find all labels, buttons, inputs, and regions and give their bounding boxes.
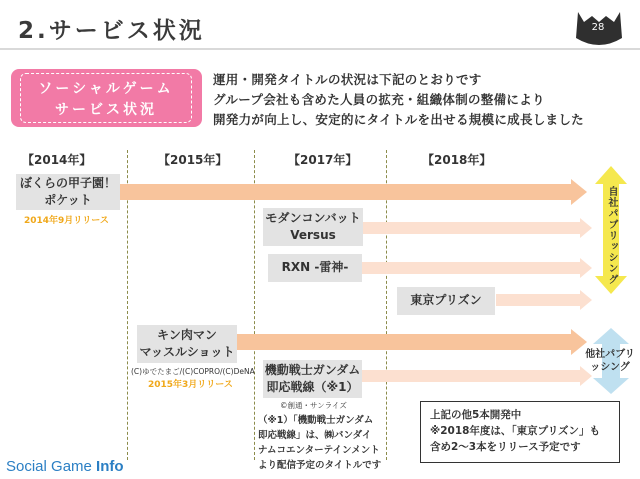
title-tokyo-prison xyxy=(397,287,495,315)
brand-watermark xyxy=(6,458,124,475)
title-modern-line-2: Versus xyxy=(290,228,336,242)
page-title: 2.サービス状況 xyxy=(18,18,205,44)
title-gundam-line-1: 機動戦士ガンダム xyxy=(264,362,361,377)
description-line-3: 開発力が向上し、安定的にタイトルを出せる規模に成長しました xyxy=(213,112,584,127)
gundam-copyright: ©創通・サンライズ xyxy=(280,401,347,410)
year-2018: 【2018年】 xyxy=(422,153,492,167)
footnote-line-2: 即応戦線」は、㈱バンダイ xyxy=(258,430,372,441)
title-koshien-line-2: ポケット xyxy=(44,193,92,207)
info-line-3: 含め2～3本をリリース予定です xyxy=(430,440,581,453)
arrow-head-icon xyxy=(571,179,587,205)
title-modern-combat xyxy=(263,208,363,246)
arrow-head-icon xyxy=(580,258,592,278)
title-koshien-line-1: ぼくらの甲子園！ xyxy=(19,175,116,190)
other-publishing-line-2: ッシング xyxy=(590,362,630,373)
title-rxn-label: RXN -雷神- xyxy=(281,260,349,275)
rxn-timeline-arrow xyxy=(362,262,582,274)
koshien-release-date: 2014年9月リリース xyxy=(24,216,109,226)
kinniku-copyright: (C)ゆでたまご/(C)COPRO/(C)DeNA xyxy=(131,367,255,376)
info-line-1: 上記の他5本開発中 xyxy=(430,409,522,421)
title-kinniku-line-2: マッスルショット xyxy=(139,345,235,359)
title-gundam xyxy=(263,360,362,398)
arrow-head-icon xyxy=(580,218,592,238)
brand-part-2: Info xyxy=(96,458,124,475)
title-modern-line-1: モダンコンバット xyxy=(265,210,361,225)
info-line-2: ※2018年度は、「東京プリズン」も xyxy=(430,424,601,437)
koshien-timeline-arrow xyxy=(120,184,572,200)
description-line-2: グループ会社も含めた人員の拡充・組織体制の整備により xyxy=(213,92,545,107)
kinniku-timeline-arrow xyxy=(236,334,572,350)
year-2017: 【2017年】 xyxy=(288,153,358,167)
description-line-1: 運用・開発タイトルの状況は下記のとおりです xyxy=(213,72,482,87)
title-gundam-line-2: 即応戦線（※1） xyxy=(266,380,359,394)
title-tokyo-label: 東京プリズン xyxy=(410,293,482,308)
page-number: 28 xyxy=(591,22,605,33)
title-rxn xyxy=(268,254,362,282)
tokyo-timeline-arrow xyxy=(496,294,582,306)
badge-line-1: ソーシャルゲーム xyxy=(38,81,174,97)
year-2014: 【2014年】 xyxy=(22,153,92,167)
gundam-timeline-arrow xyxy=(362,370,582,382)
info-box xyxy=(420,401,620,463)
title-koshien xyxy=(16,174,120,210)
other-publishing-label xyxy=(580,348,640,374)
year-2015: 【2015年】 xyxy=(158,153,228,167)
title-divider xyxy=(0,48,640,50)
brand-part-1: Social Game xyxy=(6,458,97,475)
footnote-line-1: （※1）「機動戦士ガンダム xyxy=(258,415,374,426)
self-publishing-label: 自社パブリッシング xyxy=(606,186,617,285)
badge-line-2: サービス状況 xyxy=(55,102,157,118)
title-kinniku-line-1: キン肉マン xyxy=(157,327,217,342)
footnote-line-3: ナムコエンターテインメント xyxy=(258,445,380,456)
modern-timeline-arrow xyxy=(362,222,582,234)
footnote-line-4: より配信予定のタイトルです xyxy=(258,460,382,471)
title-kinniku xyxy=(137,325,237,363)
kinniku-release-date: 2015年3月リリース xyxy=(148,380,233,390)
arrow-head-icon xyxy=(580,290,592,310)
other-publishing-line-1: 他社パブリ xyxy=(585,349,635,360)
